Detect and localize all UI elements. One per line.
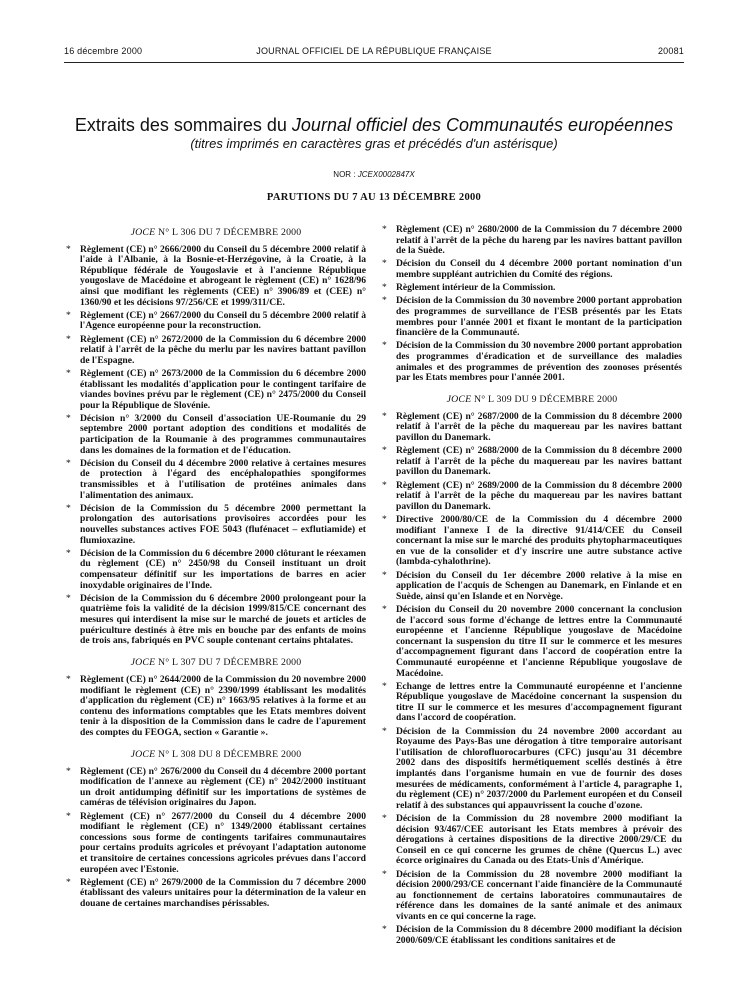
summary-item [382,870,682,923]
header-journal-name: JOURNAL OFFICIEL DE LA RÉPUBLIQUE FRANÇAISE [256,46,492,56]
summary-item-text: Règlement (CE) n° 2677/2000 du Conseil du 4 décembre 2000 modifiant le règlement (CE) n° 1349/2000 établissant certaines concessions sous forme de contingents tarifaires communautaires pour certains produits agricoles et prévoyant l'adaptation autonome et transitoire de certaines concessions agricoles prévues dans l'accord européen avec l'Estonie. [80,810,366,875]
asterisk-icon: * [66,810,71,822]
asterisk-icon: * [382,813,387,824]
asterisk-icon: * [66,367,71,379]
summary-item-text: Règlement (CE) n° 2687/2000 de la Commission du 8 décembre 2000 relatif à l'arrêt de la pêche du maquereau par les navires battant pavillon du Danemark. [396,410,682,444]
asterisk-icon: * [66,333,71,345]
asterisk-icon: * [382,282,387,294]
joce-label: JOCE [130,227,156,238]
summary-item-text: Règlement (CE) n° 2644/2000 de la Commission du 20 novembre 2000 modifiant le règlement (CE) n° 2390/1999 établissant les modalités d'application du règlement (CE) n° 1663/95 relatives à la forme et au contenu des informations comptables que les Etats membres doivent tenir à la disposition de la Commission dans le cadre de l'apurement des comptes du FEOGA, section « Garantie ». [80,673,366,738]
nor-label: NOR : [333,170,358,179]
asterisk-icon: * [382,479,387,491]
asterisk-icon: * [382,340,387,352]
joce-label: JOCE [130,657,156,669]
page-title [64,114,684,136]
asterisk-icon: * [382,224,387,235]
summary-item-text: Règlement (CE) n° 2667/2000 du Conseil du 5 décembre 2000 relatif à l'Agence européenne pour la reconstruction. [80,309,366,332]
summary-item [382,296,682,338]
summary-item-text: Décision n° 3/2000 du Conseil d'association UE-Roumanie du 29 septembre 2000 portant adoption des conditions et modalités de participation de la Roumanie à des programmes communautaires dans les domaines de la formation et de l'éducation. [80,412,366,456]
summary-item [382,814,682,867]
asterisk-icon: * [382,569,387,581]
summary-item-text: Décision de la Commission du 30 novembre 2000 portant approbation des programmes d'éradication et de surveillance des maladies animales et des programmes de prévention des zoonoses présentés par les Etats membres pour l'année 2001. [396,340,682,384]
summary-item-text: Décision de la Commission du 6 décembre 2000 clôturant le réexamen du règlement (CE) n° 2450/98 du Conseil instituant un droit compensateur définitif sur les importations de barres en acier inoxydable originaires de l'Inde. [80,547,366,591]
asterisk-icon: * [382,410,387,422]
summary-item [382,225,682,257]
asterisk-icon: * [66,876,71,888]
asterisk-icon: * [382,603,387,615]
summary-item-text: Règlement (CE) n° 2680/2000 de la Commission du 7 décembre 2000 relatif à l'arrêt de la pêche du hareng par les navires battant pavillon de la Suède. [396,224,682,257]
summary-item [66,594,366,647]
joce-label: JOCE [446,394,472,406]
asterisk-icon: * [66,502,71,514]
asterisk-icon: * [382,680,387,692]
summary-item [66,767,366,809]
section-heading [66,750,366,761]
summary-item-text: Décision de la Commission du 24 novembre 2000 accordant au Royaume des Pays-Bas une dérogation à titre temporaire autorisant l'utilisation de chlorofluorocarbures (CFC) jusqu'au 31 décembre 2002 dans des dispositifs hermétiquement scellés destinés à être implantés dans l'organisme humain en vue de fournir des doses mesurées de médicaments, conformément à l'article 4, paragraphe 1, du règlement (CE) n° 2037/2000 du Parlement européen et du Conseil relatif à des substances qui appauvrissent la couche d'ozone. [396,725,682,811]
summary-item [382,727,682,812]
summary-item [66,675,366,739]
header-page-number: 20081 [657,46,684,56]
summary-item-text: Règlement (CE) n° 2689/2000 de la Commission du 8 décembre 2000 relatif à l'arrêt de la pêche du maquereau par les navires battant pavillon du Danemark. [396,479,682,512]
summary-item [382,605,682,679]
section-heading-text: N° L 308 DU 8 DÉCEMBRE 2000 [155,749,302,761]
asterisk-icon: * [66,547,71,559]
summary-item-text: Décision de la Commission du 28 novembre 2000 modifiant la décision 93/467/CEE autorisant les Etats membres à prévoir des dérogations à certaines dispositions de la directive 2000/29/CE du Conseil en ce qui concerne les grumes de chêne (Quercus L.) avec écorce originaires du Canada ou des Etats-Unis d'Amérique. [396,813,682,867]
asterisk-icon: * [66,412,71,424]
summary-item [382,259,682,280]
asterisk-icon: * [382,924,387,936]
left-column [66,225,366,912]
section-heading-text: N° L 306 DU 7 DÉCEMBRE 2000 [155,227,302,238]
summary-item-text: Règlement (CE) n° 2672/2000 de la Commission du 6 décembre 2000 relatif à l'arrêt de la pêche du merlu par les navires battant pavillon de l'Espagne. [80,333,366,366]
section-heading [66,228,366,239]
joce-label: JOCE [130,749,156,761]
nor-code: JCEX0002847X [357,170,415,179]
summary-item [66,414,366,456]
summary-item [66,311,366,332]
summary-item [382,682,682,724]
header-date: 16 décembre 2000 [64,46,143,56]
summary-item-text: Directive 2000/80/CE de la Commission du 4 décembre 2000 modifiant l'annexe I de la directive 91/414/CEE du Conseil concernant la mise sur le marché des produits phytopharmaceutiques en vue de la consolider et d'y inscrire une autre substance active (lambda-cyhalothrine). [396,514,682,568]
asterisk-icon: * [66,457,71,469]
title-journal-name: Journal officiel des Communautés européennes [291,115,674,135]
summary-item [66,549,366,591]
parutions-heading: PARUTIONS DU 7 AU 13 DÉCEMBRE 2000 [266,192,482,203]
summary-item-text: Décision du Conseil du 20 novembre 2000 concernant la conclusion de l'accord sous forme d'échange de lettres entre la Communauté européenne et l'ancienne République yougoslave de Macédoine concernant la suspension du titre II sur le commerce et les mesures d'accompagnement figurant dans l'accord de coopération entre la Communauté européenne et l'ancienne République yougoslave de Macédoine. [396,603,682,679]
summary-item-text: Décision de la Commission du 6 décembre 2000 prolongeant pour la quatrième fois la validité de la décision 1999/815/CE concernant des mesures qui interdisent la mise sur le marché de jouets et articles de puériculture destinés à être mis en bouche par des enfants de moins de trois ans, fabriqués en PVC souple contenant certains phtalates. [80,592,366,647]
summary-item [382,515,682,568]
asterisk-icon: * [66,592,71,604]
asterisk-icon: * [382,258,387,270]
summary-item [382,283,682,294]
asterisk-icon: * [66,309,71,321]
asterisk-icon: * [382,445,387,457]
section-heading [382,395,682,406]
section-heading-text: N° L 307 DU 7 DÉCEMBRE 2000 [155,657,302,669]
summary-item [382,571,682,603]
summary-item [382,341,682,383]
summary-item-text: Décision de la Commission du 5 décembre 2000 permettant la prolongation des autorisations provisoires accordées pour les nouvelles substances actives FOE 5043 (flufénacet – exflutiamide) et flumioxazine. [80,502,366,546]
right-column [382,225,682,949]
summary-item [382,412,682,444]
summary-item-text: Echange de lettres entre la Communauté européenne et l'ancienne République yougoslave de Macédoine concernant la suspension du titre II sur le commerce et les mesures d'accompagnement figurant dans l'accord de coopération. [396,680,682,724]
running-header [64,46,684,60]
summary-item [66,369,366,411]
asterisk-icon: * [382,514,387,525]
summary-item [66,812,366,876]
summary-item-text: Règlement intérieur de la Commission. [396,282,556,294]
summary-item [66,335,366,367]
summary-item [382,925,682,946]
summary-item-text: Décision du Conseil du 4 décembre 2000 portant nomination d'un membre suppléant autrichien du Comité des régions. [396,258,682,280]
section-heading-text: N° L 309 DU 9 DÉCEMBRE 2000 [471,394,618,406]
asterisk-icon: * [66,673,71,685]
summary-item-text: Décision de la Commission du 8 décembre 2000 modifiant la décision 2000/609/CE établissant les conditions sanitaires et de [396,924,682,946]
summary-item-text: Règlement (CE) n° 2676/2000 du Conseil du 4 décembre 2000 portant modification de l'annexe au règlement (CE) n° 2042/2000 instituant un droit antidumping définitif sur les importations de systèmes de caméras de télévision originaires du Japon. [80,765,366,809]
summary-item [66,459,366,501]
asterisk-icon: * [382,868,387,880]
summary-item [66,878,366,910]
header-rule [64,62,684,63]
summary-item [382,481,682,513]
asterisk-icon: * [382,295,387,307]
nor-reference [64,170,684,179]
summary-item-text: Décision de la Commission du 30 novembre 2000 portant approbation des programmes de surveillance de l'ESB présentés par les Etats membres pour l'année 2001 et fixant le montant de la participation financière de la Communauté. [396,295,682,339]
page-subtitle: (titres imprimés en caractères gras et précédés d'un astérisque) [190,136,558,151]
summary-item-text: Règlement (CE) n° 2673/2000 de la Commission du 6 décembre 2000 établissant les modalités d'application pour le contingent tarifaire de viandes bovines prévu par le règlement (CE) n° 2475/2000 du Conseil pour la République de Slovénie. [80,367,366,411]
summary-item-text: Règlement (CE) n° 2679/2000 de la Commission du 7 décembre 2000 établissant des valeurs unitaires pour la détermination de la valeur en douane de certaines marchandises périssables. [80,876,366,909]
asterisk-icon: * [66,765,71,777]
summary-item [66,504,366,546]
summary-item-text: Règlement (CE) n° 2666/2000 du Conseil du 5 décembre 2000 relatif à l'aide à l'Albanie, à la Bosnie-et-Herzégovine, à la Croatie, à la République fédérale de Yougoslavie et à l'ancienne République yougoslave de Macédoine et abrogeant le règlement (CE) n° 1628/96 ainsi que modifiant les règlements (CEE) n° 3906/89 et (CEE) n° 1360/90 et les décisions 97/256/CE et 1999/311/CE. [80,243,366,308]
summary-item-text: Décision de la Commission du 28 novembre 2000 modifiant la décision 2000/293/CE concernant l'aide financière de la Communauté au fonctionnement de certains laboratoires communautaires de référence dans les domaines de la santé animale et des animaux vivants en ce qui concerne la rage. [396,868,682,922]
summary-item [66,245,366,309]
section-heading [66,658,366,669]
title-prefix: Extraits des sommaires du [74,115,292,135]
summary-item [382,446,682,478]
summary-item-text: Décision du Conseil du 4 décembre 2000 relative à certaines mesures de protection à l'égard des encéphalopathies spongiformes transmissibles et à l'utilisation de protéines animales dans l'alimentation des animaux. [80,457,366,501]
asterisk-icon: * [66,243,71,255]
summary-item-text: Décision du Conseil du 1er décembre 2000 relative à la mise en application de l'acquis de Schengen au Danemark, en Finlande et en Suède, ainsi qu'en Islande et en Norvège. [396,569,682,602]
asterisk-icon: * [382,725,387,737]
summary-item-text: Règlement (CE) n° 2688/2000 de la Commission du 8 décembre 2000 relatif à l'arrêt de la pêche du maquereau par les navires battant pavillon du Danemark. [396,445,682,478]
